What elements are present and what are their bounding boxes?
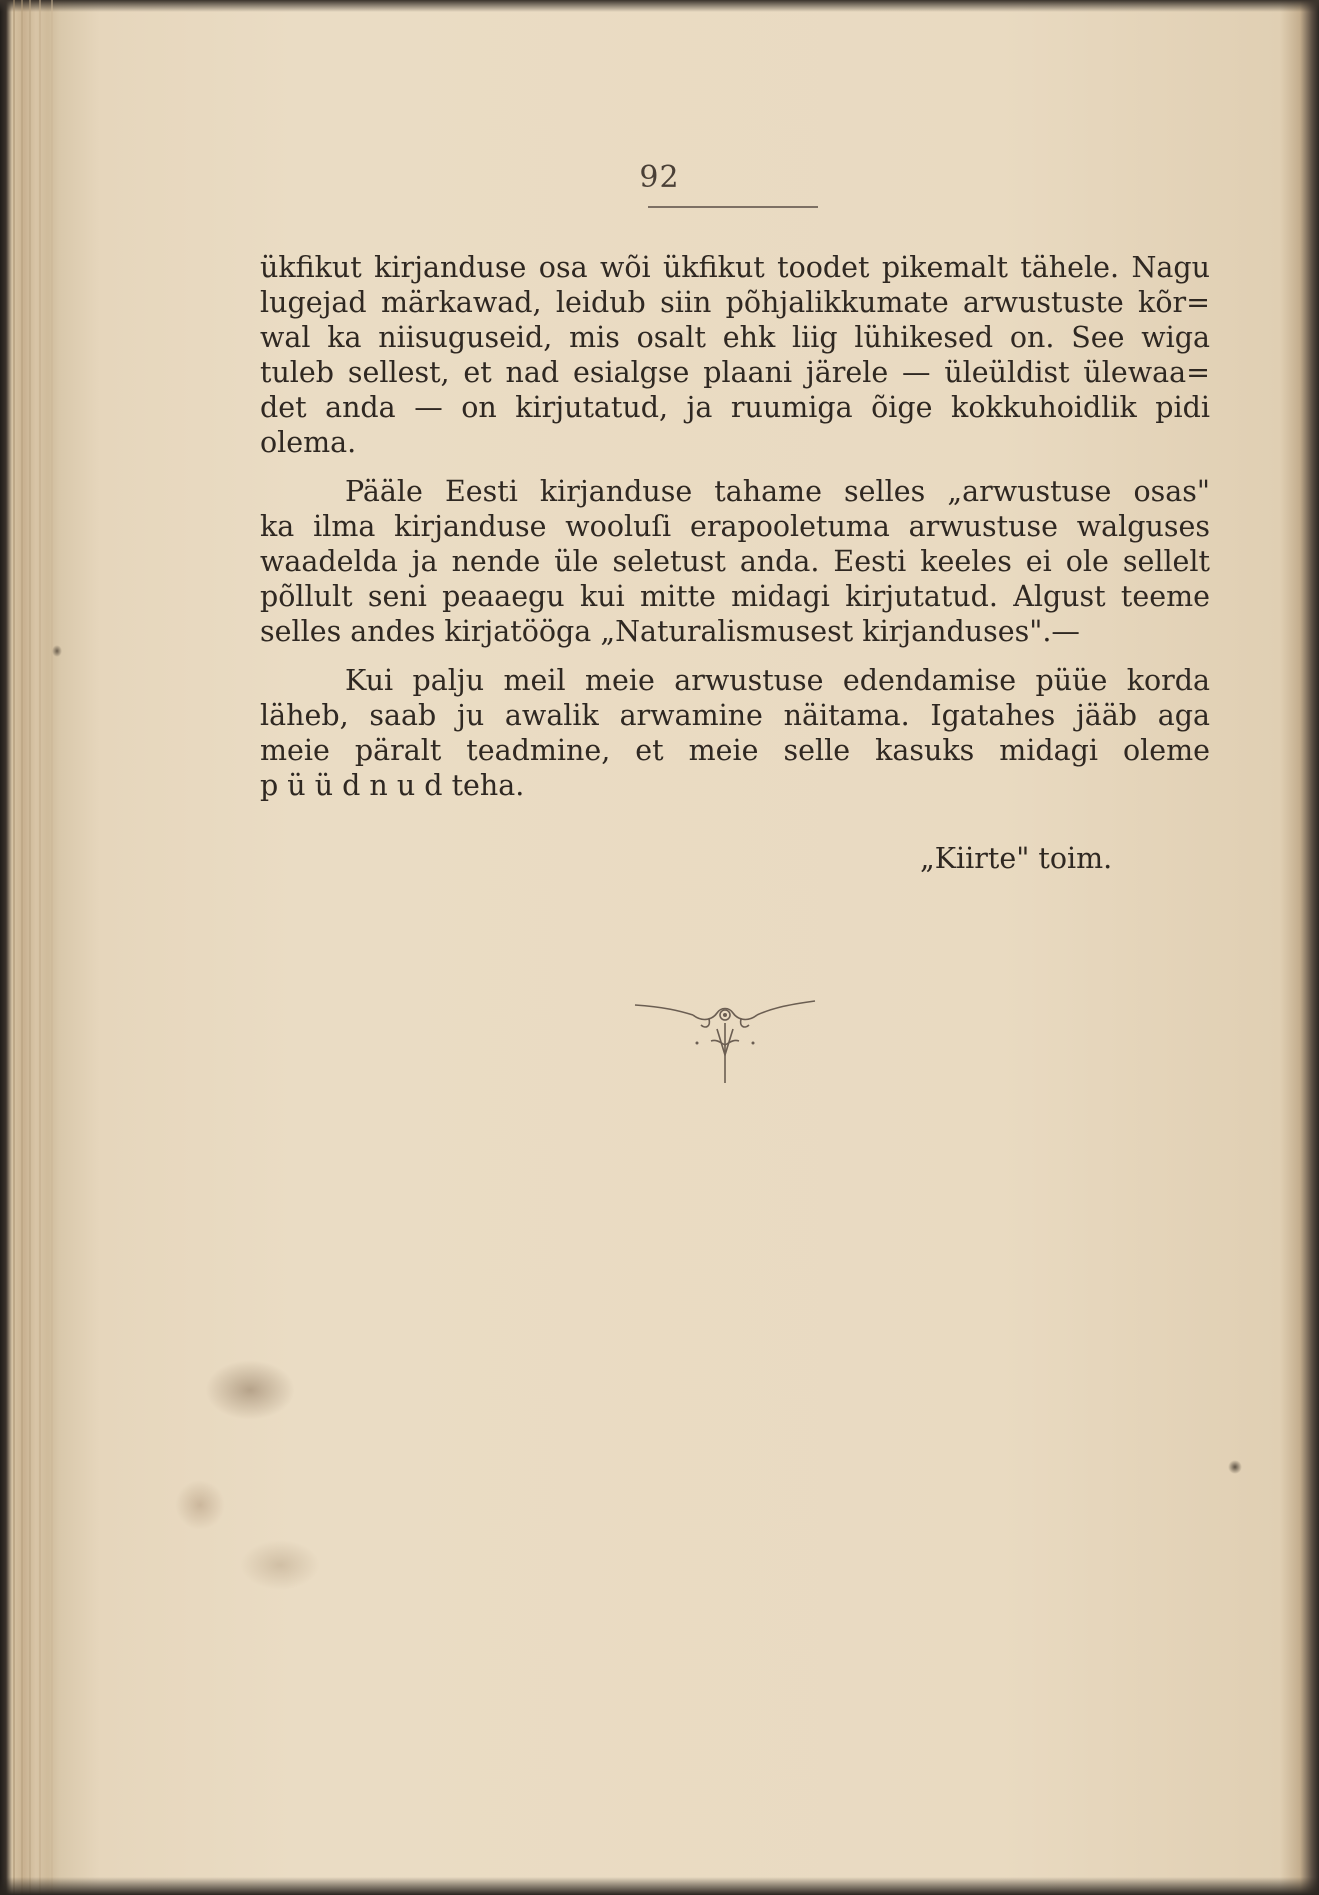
paragraph-3 xyxy=(260,663,1210,803)
text-line: p ü ü d n u d teha. xyxy=(260,769,525,802)
body-text xyxy=(260,250,1210,803)
text-line: lugejad märkawad, leidub siin põhjalikkumate arwustuste kõr= xyxy=(260,286,1210,319)
text-line: tuleb sellest, et nad esialgse plaani järele — üleüldist ülewaa= xyxy=(260,356,1210,389)
page-edges xyxy=(0,0,70,1895)
paper-stain xyxy=(205,1360,295,1420)
page-number: 92 xyxy=(639,160,680,195)
paper-stain xyxy=(1228,1460,1242,1474)
text-line: Kui palju meil meie arwustuse edendamise püüe korda xyxy=(345,664,1210,697)
text-line: waadelda ja nende üle seletust anda. Eesti keeles ei ole sellelt xyxy=(260,545,1210,578)
text-line: põllult seni peaaegu kui mitte midagi kirjutatud. Algust teeme xyxy=(260,580,1210,613)
page-number-rule xyxy=(648,206,818,208)
text-line: wal ka niisuguseid, mis osalt ehk liig lühikesed on. See wiga xyxy=(260,321,1210,354)
page-top-shadow xyxy=(0,0,1319,12)
text-line: selles andes kirjatööga „Naturalismusest kirjanduses".— xyxy=(260,615,1080,648)
editorial-signature: „Kiirte" toim. xyxy=(920,842,1113,875)
text-line: ka ilma kirjanduse wooluſi erapooletuma arwustuse walguses xyxy=(260,510,1210,543)
paper-stain xyxy=(52,645,62,657)
paper-stain xyxy=(240,1540,320,1590)
text-line: olema. xyxy=(260,426,357,459)
floral-vignette-icon xyxy=(625,993,825,1093)
text-line: det anda — on kirjutatud, ja ruumiga õige kokkuhoidlik pidi xyxy=(260,391,1210,424)
text-line: ükfikut kirjanduse osa wõi ükfikut toodet pikemalt tähele. Nagu xyxy=(260,251,1210,284)
text-line: läheb, saab ju awalik arwamine näitama. Igatahes jääb aga xyxy=(260,699,1210,732)
paragraph-1 xyxy=(260,250,1210,460)
text-line: Pääle Eesti kirjanduse tahame selles „arwustuse osas" xyxy=(345,475,1210,508)
paragraph-2 xyxy=(260,474,1210,649)
paper-stain xyxy=(175,1480,225,1530)
page-bottom-shadow xyxy=(0,1877,1319,1895)
text-line: meie päralt teadmine, et meie selle kasuks midagi oleme xyxy=(260,734,1210,767)
